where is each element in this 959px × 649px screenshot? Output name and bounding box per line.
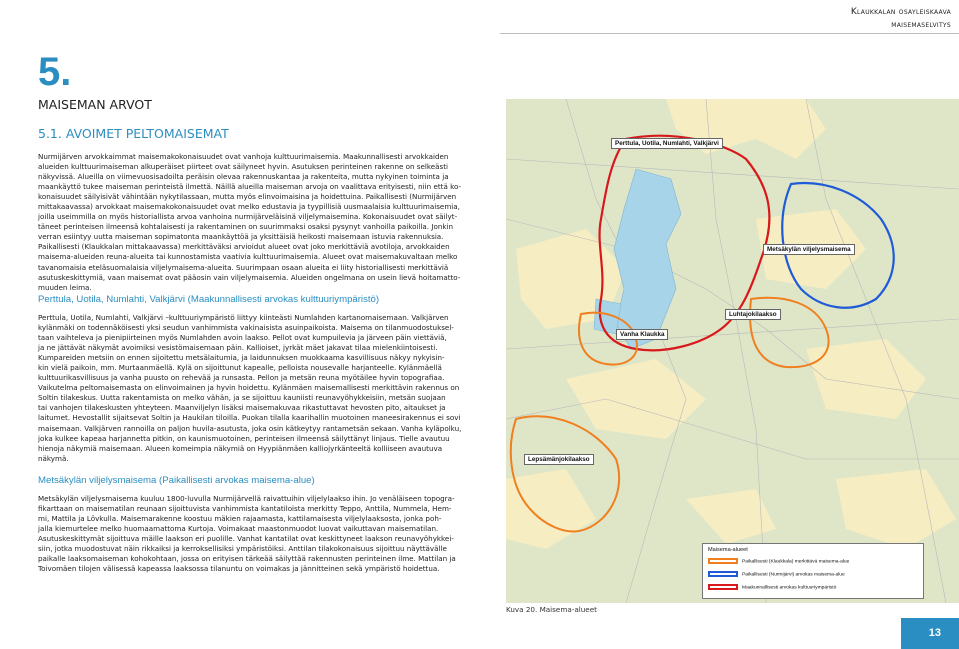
text-line: mi, Mattila ja Lövkulla. Maisemarakenne koostuu mäkien rajaamasta, kattilamaisesta viljelylaaksosta, jonka poh- <box>38 514 442 524</box>
section-title: 5.1. AVOIMET PELTOMAISEMAT <box>38 126 229 141</box>
text-line: täneet perinteisen ilmeensä kohtalaisesti ja rakentaminen on suurimmaksi osaksi pysynyt vanhoilla paikoilla. Jonkin <box>38 222 453 232</box>
text-line: Metsäkylän viljelysmaisema kuuluu 1800-luvulla Nurmijärvellä raivattuihin viljelylaakso ihin. Jo venäläiseen topogra- <box>38 494 455 503</box>
text-line: Kumpareiden metsiin on ennen sijoitettu metsälaitumia, ja laidunnuksen muokkaama kasvillisuus näkyy nykyisin- <box>38 353 445 363</box>
text-line: muuden leima. <box>38 282 92 292</box>
text-line: siin, jotka muodostuvat näin rikkaiksi ja kerroksellisiksi ympäristöiksi. Anttilan tilakokonaisuus sijoittuu näyttävälle <box>38 544 447 554</box>
map-caption: Kuva 20. Maisema-alueet <box>506 605 597 614</box>
text-line: maisemaan. Valkjärven rannoilla on paljon huvila-asutusta, joka osin kätkeytyy rantametsän sekaan. Vanha kyläpolku, <box>38 423 462 433</box>
text-line: Perttula, Uotila, Numlahti, Valkjärvi –kulttuuriympäristö liittyy kiinteästi Numlahden kartanomaisemaan. Valkjärven <box>38 313 449 322</box>
text-line: kulttuurikasvillisuus ja vanha puusto on rehevää ja runsasta. Pellon ja metsän reuna myötäilee hyvin topografiaa. <box>38 373 445 383</box>
legend-item-blue <box>708 571 845 580</box>
legend-item-red <box>708 584 836 593</box>
text-line: kylänmäki on todennäköisesti yksi seudun vanhimmista vakinaisista asuinpaikoista. Maisema on tilanmuodostuksel- <box>38 323 454 333</box>
text-line: verran esiintyy uutta maiseman sopimatonta maankäyttöä ja yksittäisiä heikosti maisemaan istuvia rakennuksia. <box>38 232 444 242</box>
header-subtitle: maisemaselvitys <box>891 20 951 30</box>
text-line: Paikallisesti (Klaukkalan mittakaavassa) merkittäväksi arvioidut alueet ovat joko merkittäviä avotiloja, arvokkaiden <box>38 242 450 252</box>
legend-label-red: Maakunnallisesti arvokas kulttuuriympäristö <box>742 585 837 591</box>
page-number-box <box>901 618 959 649</box>
text-line: mittakaavassa) arvokkaat maisemakokonaisuudet ovat melko edustavia ja tyypillisiä uusmaalaisia kulttuurimaisemia, <box>38 202 460 212</box>
text-line: joka kulkee kapeaa harjannetta pitkin, on kaunismuotoinen, perinteisen ilmeensä säilyttänyt linjaus. Tielle avautuu <box>38 433 450 443</box>
label-metsakyla: Metsäkylän viljelysmaisema <box>763 244 855 255</box>
text-line: tavanomaisia eteläsuomalaisia viljelymaisema-alueita. Suurimpaan osaan alueita ei liity historiallisesti merkittäviä <box>38 262 449 272</box>
legend-title: Maisema-alueet <box>708 547 748 553</box>
text-line: taan vaihteleva ja pienipiirteinen myös Numlahden avoin laakso. Pellot ovat kumpuilevia ja järveen päin viettäviä, <box>38 333 447 343</box>
text-line: Vaikutelma peltomaisemasta on elinvoimainen ja hyvin hoidettu. Kylänmäen maisemallisesti merkittävin rakennus on <box>38 383 460 393</box>
running-header <box>851 6 951 32</box>
legend-item-orange <box>708 558 849 567</box>
chapter-title: MAISEMAN ARVOT <box>38 97 152 112</box>
perttula-paragraph <box>38 313 480 464</box>
legend-label-orange: Paikallisesti (Klaukkala) merkittävä maisema-alue <box>742 559 850 565</box>
map-graphic <box>506 99 959 603</box>
legend-swatch-blue <box>708 571 738 577</box>
text-line: paikalle laaksomaiseman kohokohtaan, jossa on erityisen tärkeää säilyttää rakennusten perinteinen ilme. Mattilan ja <box>38 554 456 564</box>
page-number: 13 <box>928 627 941 639</box>
header-divider <box>500 33 959 34</box>
text-line: laitumet. Hevostallit sijaitsevat Soltin ja Haukilan tiloilla. Puokan tilalla kaarihallin muotoinen maneesirakennus ei sovi <box>38 413 461 423</box>
legend-swatch-orange <box>708 558 738 564</box>
text-line: maisema-alueiden reuna-alueita tai kunnostamista vaativia kulttuurimaisemia. Alueet ovat maisemakuvaltaan melko <box>38 252 458 262</box>
text-line: joilla useimmilla on myös historiallista arvoa vanhoina nurmijärveläisinä viljelymaisemina. Kokonaisuudet ovat säilyt- <box>38 212 458 222</box>
text-line: hienoja näkymiä maisemaan. Alueen komeimpia näkymiä on Hyypiänmäen kalliojyrkänteeltä kolliiseen avautuva <box>38 443 443 453</box>
text-line: asutuskeskittymiä, vaan maisemat ovat pääosin vain viljelymaisemia. Alueiden ongelmana on usein lievä hoitamatto- <box>38 272 461 282</box>
text-line: maankäyttö tukee maiseman perinteistä ilmettä. Näillä alueilla maiseman arvoja on vaalittava erityisesti, niin että ko- <box>38 182 462 192</box>
text-line: fikarttaan on maisematilan reunaan sijoittuvista vanhimmista kantatiloista merkitty Teppo, Anttila, Nummela, Hem- <box>38 504 452 514</box>
text-line: Asutuskeskittymät sijoittuva mäille laakson eri puolille. Vanhat kantatilat ovat keskittyneet laakson reunavyöhykkei- <box>38 534 454 544</box>
text-line: konaisuudet säilyisivät vähintään nykytilassaan, mutta myös elinvoimaisina ja hoidettuina. Paikallisesti (Nurmijärven <box>38 192 457 202</box>
header-title: Klaukkalan osayleiskaava <box>850 7 951 17</box>
text-line: ja ne jättävät näkymät avoimiksi vesistömaisemaan päin. Kallioiset, jyrkät mäet jakavat tilaa mielenkiintoisesti. <box>38 343 438 353</box>
label-luhtajoki: Luhtajokilaakso <box>725 309 781 320</box>
legend-swatch-red <box>708 584 738 590</box>
text-line: näkymä. <box>38 453 69 463</box>
text-line: Toivomäen tilojen välisessä kapeassa laaksossa tilanuntu on voimakas ja jännitteinen sekä ympäristö hoidettua. <box>38 564 440 574</box>
text-line: Nurmijärven arvokkaimmat maisemakokonaisuudet ovat vanhoja kulttuurimaisemia. Maakunnallisesti arvokkaiden <box>38 152 449 161</box>
text-line: näkyvissä. Alueilla on viimevuosisadoilta peräisin olevaa rakennuskantaa ja rakenteita, mutta nykyinen toiminta ja <box>38 172 449 182</box>
text-line: alueiden kulttuurimaiseman alkuperäiset piirteet ovat säilyneet hyvin. Asutuksen perinteinen rakenne on selkeästi <box>38 162 449 172</box>
map-legend <box>702 543 924 599</box>
label-perttula: Perttula, Uotila, Numlahti, Valkjärvi <box>611 138 723 149</box>
label-vanha-klaukka: Vanha Klaukka <box>616 329 668 340</box>
text-line: jalla kiemurtelee melko huomaamattoma Kurtoja. Voimakaat maastonmuodot luovat vaikuttavan maisematilan. <box>38 524 439 534</box>
label-lepsamanjoki: Lepsämänjokilaakso <box>524 454 594 465</box>
subsection-title-metsakyla: Metsäkylän viljelysmaisema (Paikallisesti arvokas maisema-alue) <box>38 475 315 486</box>
metsakyla-paragraph <box>38 494 480 574</box>
intro-paragraph <box>38 152 480 293</box>
text-line: Soltin tilakeskus. Uutta rakentamista on melko vähän, ja se sijoittuu kauniisti reunavyöhykkeisiin, metsän suojaan <box>38 393 446 403</box>
subsection-title-perttula: Perttula, Uotila, Numlahti, Valkjärvi (Maakunnallisesti arvokas kulttuuriympäristö) <box>38 294 380 305</box>
text-line: kin vielä paikoin, mm. Murtaanmäellä. Kylä on sijoittunut kapealle, pelloista nousevalle harjanteelle. Kylänmäellä <box>38 363 442 373</box>
legend-label-blue: Paikallisesti (Nurmijärvi) arvokas maisema-alue <box>742 572 845 578</box>
landscape-map <box>506 99 959 603</box>
chapter-number: 5. <box>38 50 72 94</box>
text-line: tai vanhojen tilakeskusten yhteyteen. Maanviljelyn lisäksi maisemakuvaa rikastuttavat hevosten pito, aitaukset ja <box>38 403 446 413</box>
